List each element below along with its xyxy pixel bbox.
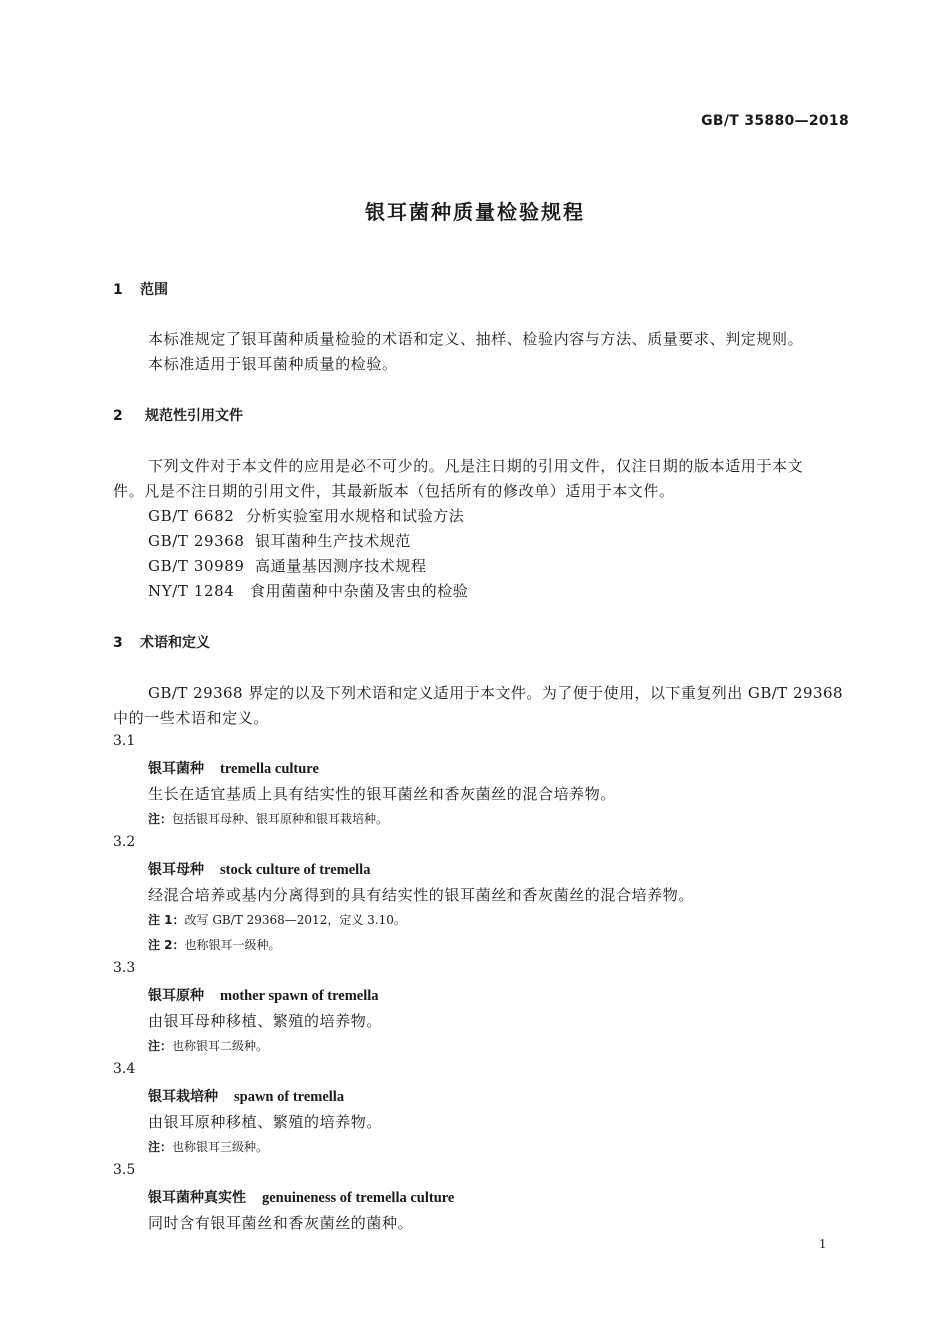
term-heading: [148, 1086, 344, 1106]
normative-reference: [148, 530, 411, 551]
note-text: 也称银耳一级种。: [184, 938, 281, 952]
section-1-heading: [113, 279, 168, 299]
term-definition: 生长在适宜基质上具有结实性的银耳菌丝和香灰菌丝的混合培养物。: [148, 785, 617, 803]
term-definition: 经混合培养或基内分离得到的具有结实性的银耳菌丝和香灰菌丝的混合培养物。: [148, 886, 695, 904]
document-title: 银耳菌种质量检验规程: [365, 200, 585, 224]
normative-reference: [148, 580, 468, 601]
note-label: 注 1：: [148, 913, 185, 927]
term-definition: 由银耳原种移植、繁殖的培养物。: [148, 1113, 383, 1131]
reference-title: 高通量基因测序技术规程: [255, 557, 427, 575]
paragraph-line: GB/T 29368 界定的以及下列术语和定义适用于本文件。为了便于使用，以下重复列出 GB/T 29368: [148, 684, 843, 702]
term-zh: 银耳栽培种: [148, 1089, 218, 1105]
note-text: 也称银耳三级种。: [172, 1140, 269, 1154]
section-3-heading: [113, 632, 210, 652]
term-note: [148, 936, 281, 953]
term-zh: 银耳菌种: [148, 761, 204, 777]
section-title: 术语和定义: [140, 635, 210, 651]
term-note: [148, 810, 388, 827]
section-number: 2: [113, 408, 123, 424]
paragraph-line: 件。凡是不注日期的引用文件，其最新版本（包括所有的修改单）适用于本文件。: [113, 482, 675, 500]
clause-number: 3.2: [113, 834, 136, 850]
section-number: 1: [113, 282, 123, 298]
paragraph-line: 中的一些术语和定义。: [113, 709, 270, 727]
section-number: 3: [113, 635, 123, 651]
note-text: 也称银耳二级种。: [172, 1039, 269, 1053]
clause-number: 3.3: [113, 960, 136, 976]
term-en: tremella culture: [220, 761, 319, 777]
term-note: [148, 1138, 268, 1155]
normative-reference: [148, 505, 464, 526]
section-title: 范围: [140, 282, 168, 298]
reference-code: GB/T 6682: [148, 507, 235, 525]
section-title: 规范性引用文件: [145, 408, 243, 424]
term-definition: 由银耳母种移植、繁殖的培养物。: [148, 1012, 383, 1030]
note-text: 改写 GB/T 29368—2012，定义 3.10。: [184, 913, 406, 927]
term-en: mother spawn of tremella: [220, 988, 379, 1004]
note-label: 注：: [148, 1140, 173, 1154]
clause-number: 3.1: [113, 733, 136, 749]
term-zh: 银耳原种: [148, 988, 204, 1004]
term-note: [148, 1037, 268, 1054]
term-en: genuineness of tremella culture: [262, 1190, 455, 1206]
term-definition: 同时含有银耳菌丝和香灰菌丝的菌种。: [148, 1214, 414, 1232]
paragraph-line: 下列文件对于本文件的应用是必不可少的。凡是注日期的引用文件，仅注日期的版本适用于本文: [148, 457, 804, 475]
clause-number: 3.5: [113, 1162, 136, 1178]
term-note: [148, 911, 406, 928]
note-label: 注 2：: [148, 938, 185, 952]
paragraph: 本标准适用于银耳菌种质量的检验。: [148, 355, 398, 373]
reference-code: GB/T 30989: [148, 557, 245, 575]
section-2-heading: [113, 405, 243, 425]
normative-reference: [148, 555, 427, 576]
term-en: stock culture of tremella: [220, 862, 371, 878]
term-heading: [148, 985, 379, 1005]
page-number: 1: [819, 1237, 826, 1252]
clause-number: 3.4: [113, 1061, 136, 1077]
standard-code: GB/T 35880—2018: [701, 113, 849, 129]
term-heading: [148, 1187, 454, 1207]
reference-code: NY/T 1284: [148, 582, 235, 600]
term-en: spawn of tremella: [234, 1089, 345, 1105]
reference-code: GB/T 29368: [148, 532, 245, 550]
term-zh: 银耳母种: [148, 862, 204, 878]
note-label: 注：: [148, 1039, 173, 1053]
term-zh: 银耳菌种真实性: [148, 1190, 246, 1206]
reference-title: 银耳菌种生产技术规范: [255, 532, 412, 550]
paragraph: 本标准规定了银耳菌种质量检验的术语和定义、抽样、检验内容与方法、质量要求、判定规则。: [148, 330, 804, 348]
note-label: 注：: [148, 812, 173, 826]
reference-title: 分析实验室用水规格和试验方法: [246, 507, 465, 525]
term-heading: [148, 758, 319, 778]
reference-title: 食用菌菌种中杂菌及害虫的检验: [250, 582, 469, 600]
term-heading: [148, 859, 370, 879]
note-text: 包括银耳母种、银耳原种和银耳栽培种。: [172, 812, 389, 826]
